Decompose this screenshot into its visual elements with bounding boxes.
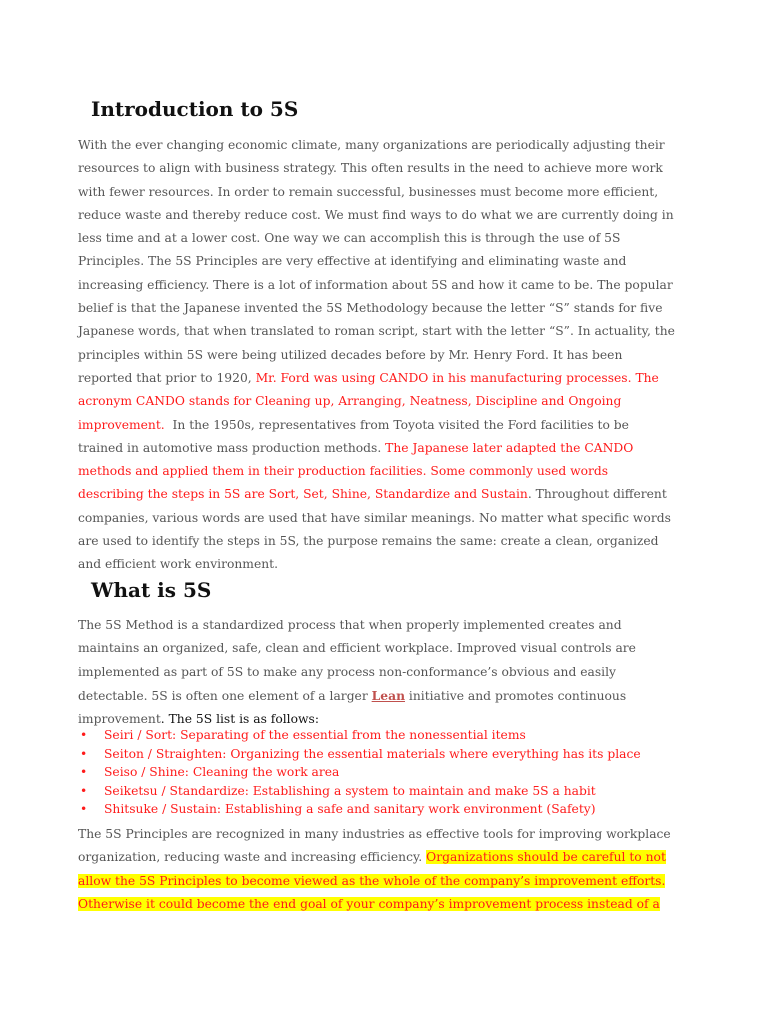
list-item bbox=[78, 782, 641, 801]
text-run: trained in automotive mass production methods. bbox=[78, 440, 386, 455]
highlighted-text: Organizations should be careful to not bbox=[426, 850, 666, 865]
text-run: . Throughout different bbox=[527, 487, 667, 502]
text-line: principles within 5S were being utilized decades before by Mr. Henry Ford. It has been bbox=[78, 347, 623, 362]
bullet-icon: • bbox=[80, 765, 88, 780]
list-item-text: Seiri / Sort: Separating of the essential from the nonessential items bbox=[104, 728, 526, 742]
text-line bbox=[78, 483, 698, 506]
lean-link[interactable]: Lean bbox=[371, 687, 406, 703]
list-item-text: Shitsuke / Sustain: Establishing a safe and sanitary work environment (Safety) bbox=[104, 802, 596, 817]
text-line: Japanese words, that when translated to roman script, start with the letter “S”. In actuality, the bbox=[78, 324, 675, 339]
text-line bbox=[78, 414, 698, 437]
text-line: and efficient work environment. bbox=[78, 557, 278, 572]
list-item-text: Seiton / Straighten: Organizing the essential materials where everything has its place bbox=[104, 746, 641, 761]
list-item bbox=[78, 745, 641, 764]
text-line: reduce waste and thereby reduce cost. We must find ways to do what we are currently doing in bbox=[78, 207, 674, 222]
text-run: organization, reducing waste and increasing efficiency. bbox=[78, 850, 427, 865]
text-line bbox=[78, 437, 698, 460]
emphasis-text: improvement. bbox=[78, 417, 165, 432]
bullet-icon: • bbox=[80, 802, 88, 817]
heading-what-is-5s: What is 5S bbox=[91, 578, 212, 602]
list-item bbox=[78, 763, 641, 782]
highlighted-text: allow the 5S Principles to become viewed as the whole of the company’s improvement efforts. bbox=[78, 873, 666, 888]
list-item-text: Seiketsu / Standardize: Establishing a system to maintain and make 5S a habit bbox=[104, 783, 596, 798]
emphasis-text: describing the steps in 5S are Sort, Set, Shine, Standardize and Sustain bbox=[78, 487, 528, 502]
closing-paragraph bbox=[78, 823, 698, 916]
text-line: belief is that the Japanese invented the 5S Methodology because the letter “S” stands for five bbox=[78, 301, 663, 316]
text-run: detectable. 5S is often one element of a larger bbox=[78, 688, 372, 703]
bullet-icon: • bbox=[80, 746, 88, 761]
list-item bbox=[78, 800, 641, 819]
emphasis-text: Mr. Ford was using CANDO in his manufacturing processes. The bbox=[255, 370, 659, 385]
text-line: are used to identify the steps in 5S, the purpose remains the same: create a clean, organized bbox=[78, 534, 659, 549]
text-run: In the 1950s, representatives from Toyota visited the Ford facilities to be bbox=[164, 417, 629, 432]
list-intro-text: . The 5S list is as follows: bbox=[160, 712, 319, 727]
list-item bbox=[78, 726, 641, 745]
text-line: with fewer resources. In order to remain successful, businesses must become more efficient, bbox=[78, 184, 659, 199]
5s-list bbox=[78, 726, 641, 819]
text-line: increasing efficiency. There is a lot of information about 5S and how it came to be. The popular bbox=[78, 277, 673, 292]
bullet-icon: • bbox=[80, 783, 88, 798]
emphasis-text: The Japanese later adapted the CANDO bbox=[385, 440, 634, 455]
text-line: With the ever changing economic climate, many organizations are periodically adjusting their bbox=[78, 138, 665, 152]
list-item-text: Seiso / Shine: Cleaning the work area bbox=[104, 765, 340, 780]
intro-paragraph bbox=[78, 134, 698, 577]
highlighted-text: Otherwise it could become the end goal of your company’s improvement process instead of a bbox=[78, 896, 660, 911]
emphasis-text: acronym CANDO stands for Cleaning up, Arranging, Neatness, Discipline and Ongoing bbox=[78, 394, 622, 409]
text-line bbox=[78, 846, 698, 869]
text-run: initiative and promotes continuous bbox=[405, 688, 627, 703]
text-run: improvement bbox=[78, 712, 161, 727]
emphasis-text: methods and applied them in their production facilities. Some commonly used words bbox=[78, 464, 609, 479]
text-line: The 5S Principles are recognized in many industries as effective tools for improving workplace bbox=[78, 827, 671, 841]
text-line: companies, various words are used that have similar meanings. No matter what specific words bbox=[78, 510, 671, 525]
text-line: less time and at a lower cost. One way we can accomplish this is through the use of 5S bbox=[78, 231, 621, 246]
bullet-icon: • bbox=[80, 728, 88, 742]
text-run: reported that prior to 1920, bbox=[78, 370, 256, 385]
text-line: resources to align with business strategy. This often results in the need to achieve more work bbox=[78, 161, 663, 176]
text-line bbox=[78, 893, 698, 916]
heading-introduction: Introduction to 5S bbox=[91, 97, 299, 121]
text-line: Principles. The 5S Principles are very effective at identifying and eliminating waste and bbox=[78, 254, 627, 269]
text-line bbox=[78, 367, 698, 390]
text-line: The 5S Method is a standardized process that when properly implemented creates and bbox=[78, 618, 622, 632]
what-paragraph bbox=[78, 614, 698, 731]
text-line bbox=[78, 870, 698, 893]
text-line: maintains an organized, safe, clean and efficient workplace. Improved visual controls are bbox=[78, 641, 636, 656]
text-line bbox=[78, 684, 698, 708]
text-line: implemented as part of 5S to make any process non-conformance’s obvious and easily bbox=[78, 664, 616, 679]
